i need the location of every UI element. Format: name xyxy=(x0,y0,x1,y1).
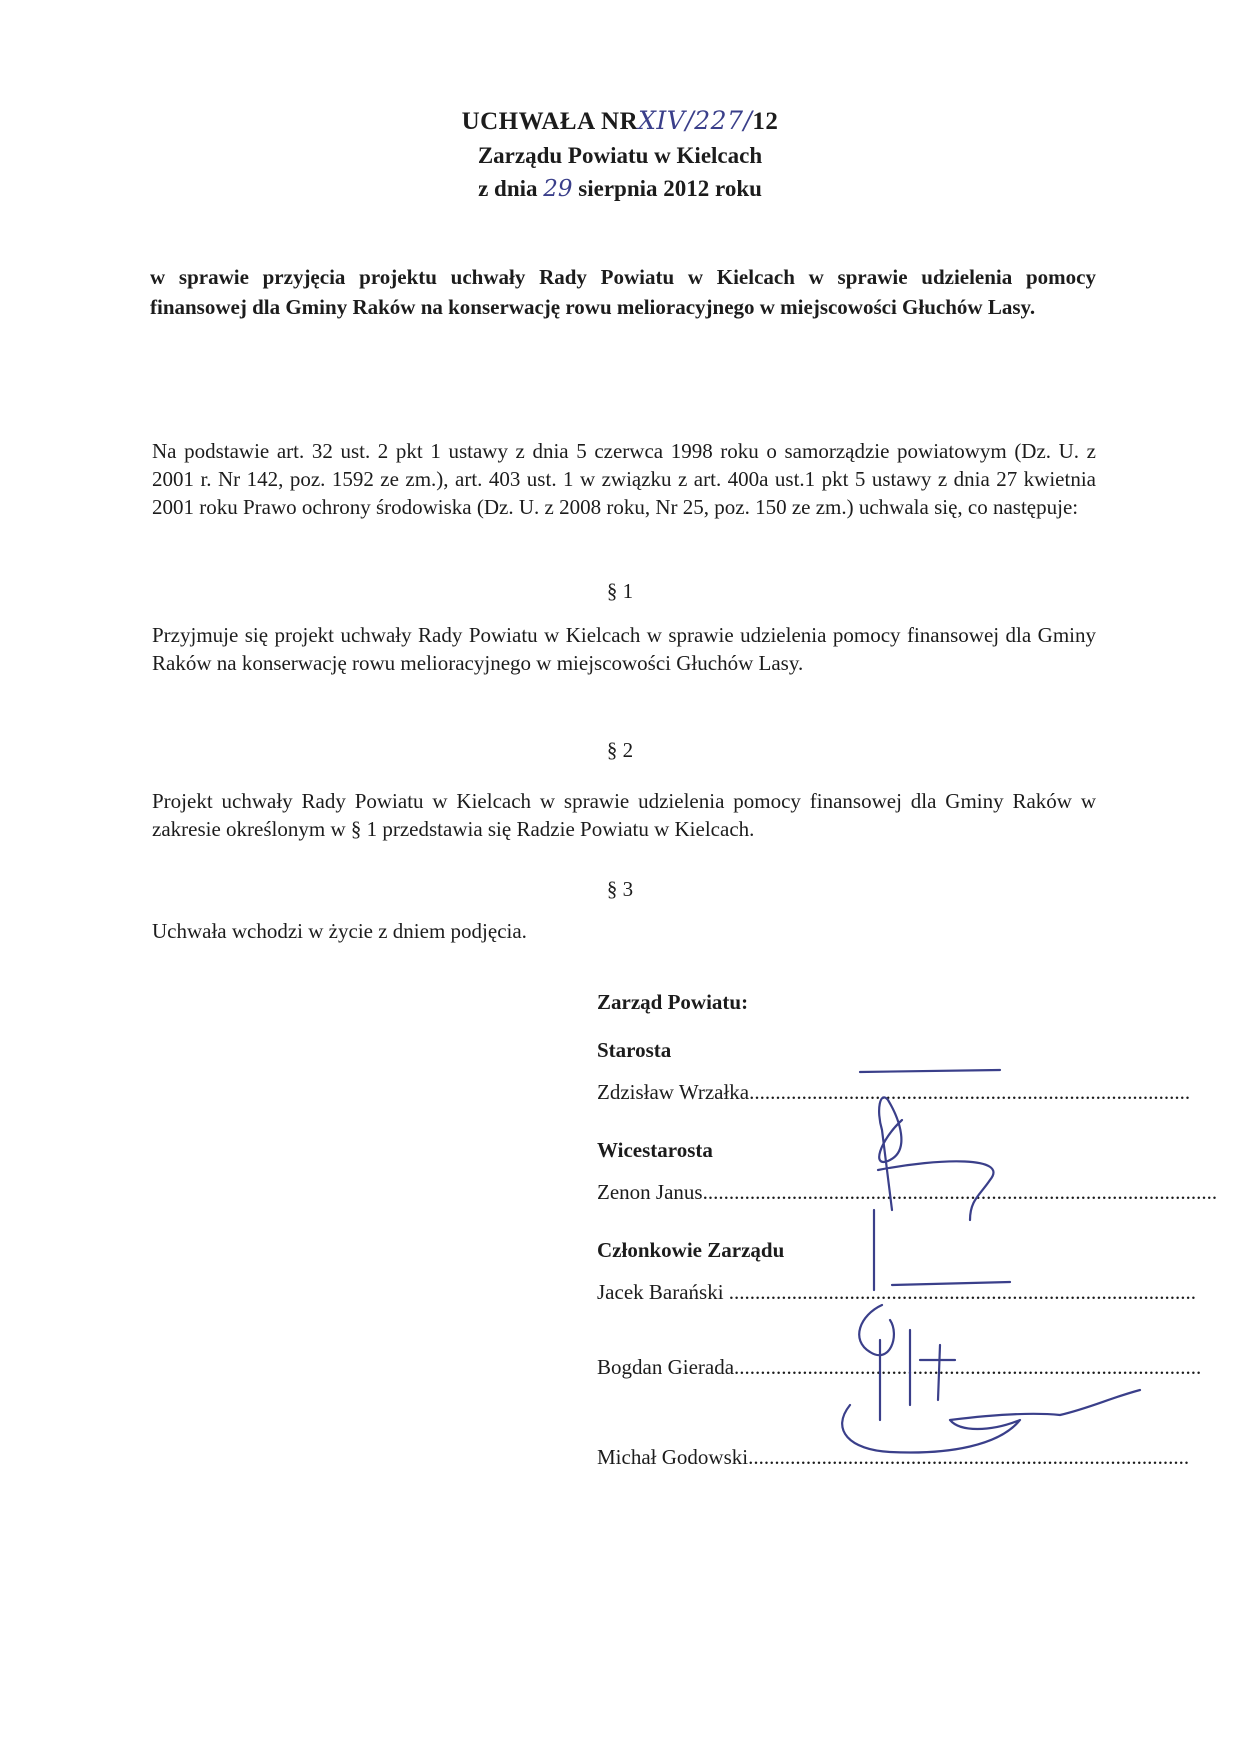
resolution-title xyxy=(0,106,1240,136)
member-1-name: Jacek Barański xyxy=(597,1280,724,1304)
handwritten-day: 29 xyxy=(543,176,573,202)
board-heading: Zarząd Powiatu: xyxy=(597,990,749,1014)
section-2-text: Projekt uchwały Rady Powiatu w Kielcach w sprawie udzielenia pomocy finansowej dla Gminy Raków w zakresie określonym w § 1 przedstawia się Radzie Powiatu w Kielcach. xyxy=(152,789,1096,841)
member-3-name: Michał Godowski xyxy=(597,1445,749,1469)
section-3-label: § 3 xyxy=(606,877,634,901)
signature-dots: .................................................................................................. xyxy=(702,1180,1218,1204)
members-title: Członkowie Zarządu xyxy=(597,1238,785,1262)
section-2-label: § 2 xyxy=(606,738,634,762)
signature-dots: .................................................................................... xyxy=(748,1445,1190,1469)
starosta-name: Zdzisław Wrzałka xyxy=(597,1080,750,1104)
handwritten-resolution-number: XIV/227/ xyxy=(638,106,753,135)
section-1-text: Przyjmuje się projekt uchwały Rady Powiatu w Kielcach w sprawie udzielenia pomocy finansowej dla Gminy Raków na konserwację rowu melioracyjnego w miejscowości Głuchów Lasy. xyxy=(152,623,1096,675)
date-prefix: z dnia xyxy=(478,176,538,201)
wicestarosta-name: Zenon Janus xyxy=(597,1180,703,1204)
wicestarosta-title: Wicestarosta xyxy=(597,1138,713,1162)
title-prefix: UCHWAŁA NR xyxy=(461,108,639,135)
starosta-title: Starosta xyxy=(597,1038,672,1062)
resolution-date xyxy=(0,176,1240,202)
issuing-body: Zarządu Powiatu w Kielcach xyxy=(477,143,763,168)
section-3-text: Uchwała wchodzi w życie z dniem podjęcia. xyxy=(152,919,527,943)
signature-dots: ......................................................................................... xyxy=(728,1280,1197,1304)
section-1-label: § 1 xyxy=(606,579,634,603)
handwritten-signatures xyxy=(820,1060,1140,1480)
legal-basis-paragraph: Na podstawie art. 32 ust. 2 pkt 1 ustawy z dnia 5 czerwca 1998 roku o samorządzie powiatowym (Dz. U. z 2001 r. Nr 142, poz. 1592 ze zm.), art. 403 ust. 1 w związku z art. 400a ust.1 pkt 5 ustawy z dnia 27 kwietnia 2001 roku Prawo ochrony środowiska (Dz. U. z 2008 roku, Nr 25, poz. 150 ze zm.) uchwala się, co następuje: xyxy=(152,439,1096,519)
member-2-name: Bogdan Gierada xyxy=(597,1355,735,1379)
signature-dots: ......................................................................................... xyxy=(734,1355,1202,1379)
title-year-suffix: 12 xyxy=(752,108,779,135)
date-suffix: sierpnia 2012 roku xyxy=(578,176,762,201)
resolution-subject: w sprawie przyjęcia projektu uchwały Rady Powiatu w Kielcach w sprawie udzielenia pomocy finansowej dla Gminy Raków na konserwację rowu melioracyjnego w miejscowości Głuchów Lasy. xyxy=(150,265,1096,319)
signature-dots: .................................................................................... xyxy=(749,1080,1191,1104)
